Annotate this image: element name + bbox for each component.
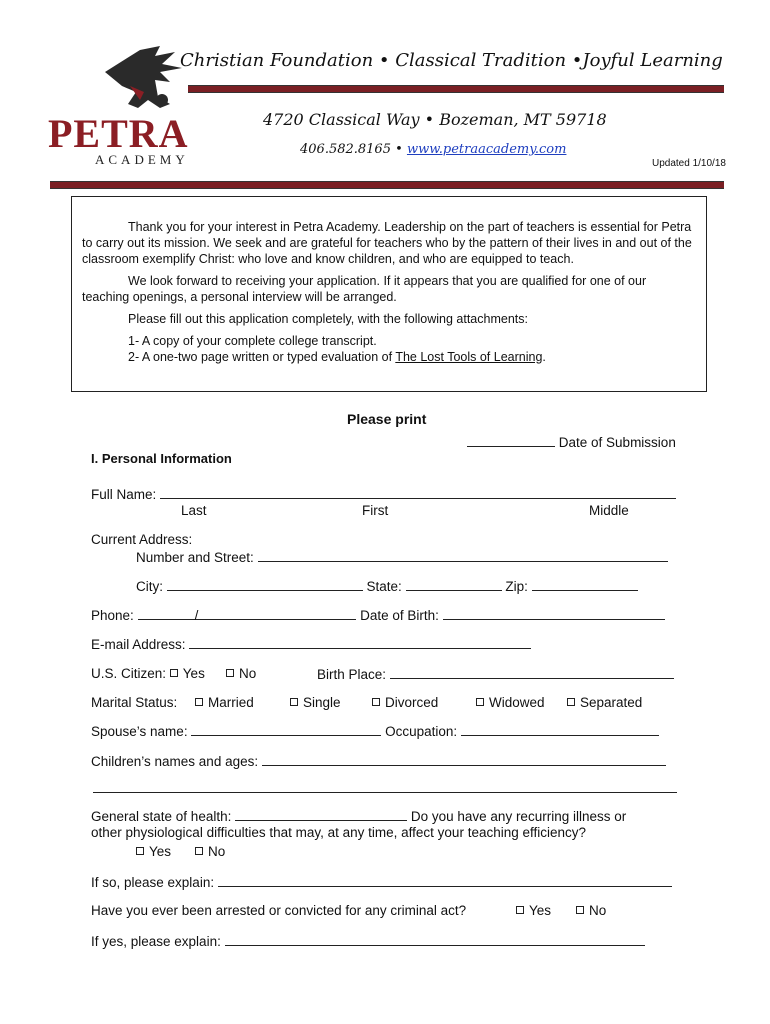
illness-yes-checkbox[interactable]: [136, 847, 144, 855]
date-submission-label: Date of Submission: [558, 435, 676, 450]
phone-slash: /: [194, 608, 199, 623]
health-field[interactable]: [235, 808, 407, 821]
phone-number-field[interactable]: [198, 607, 356, 620]
divorced-checkbox[interactable]: [372, 698, 380, 706]
if-so-field[interactable]: [218, 874, 672, 887]
full-name-row: [91, 486, 676, 502]
zip-field[interactable]: [532, 578, 638, 591]
us-citizen-label: U.S. Citizen:: [91, 666, 167, 681]
attachment-item-2-end: .: [542, 350, 546, 364]
divorced-label: Divorced: [385, 695, 439, 710]
birth-place-label: Birth Place:: [317, 667, 387, 682]
married-option: [195, 695, 254, 710]
if-so-row: [91, 874, 672, 890]
city-label: City:: [136, 579, 163, 594]
header-divider-top: [188, 85, 724, 93]
health-row: [91, 808, 626, 824]
if-so-label: If so, please explain:: [91, 875, 215, 890]
attachment-item-2-text: 2- A one-two page written or typed evaluation of: [128, 350, 396, 364]
illness-no-option: [195, 844, 225, 859]
intro-paragraph-2: We look forward to receiving your application. If it appears that you are qualified for one of our teaching openings, a personal interview will be arranged.: [82, 274, 647, 304]
arrested-no-checkbox[interactable]: [576, 906, 584, 914]
single-option: [290, 695, 341, 710]
children-field[interactable]: [262, 753, 666, 766]
illness-no-checkbox[interactable]: [195, 847, 203, 855]
section-personal-info: I. Personal Information: [91, 451, 232, 466]
separated-checkbox[interactable]: [567, 698, 575, 706]
illness-yes-option: [136, 844, 171, 859]
widowed-label: Widowed: [489, 695, 545, 710]
phone-label: Phone:: [91, 608, 134, 623]
state-label: State:: [366, 579, 402, 594]
contact-line: [300, 142, 566, 157]
if-yes-field[interactable]: [225, 933, 645, 946]
intro-box: [71, 196, 707, 392]
city-field[interactable]: [167, 578, 363, 591]
arrested-yes-option: [516, 903, 551, 918]
birth-place-row: [317, 666, 674, 682]
updated-date: Updated 1/10/18: [652, 158, 726, 169]
citizen-yes-checkbox[interactable]: [170, 669, 178, 677]
married-checkbox[interactable]: [195, 698, 203, 706]
single-label: Single: [303, 695, 341, 710]
health-label: General state of health:: [91, 809, 232, 824]
citizen-yes-label: Yes: [182, 666, 205, 681]
bullet: •: [395, 142, 403, 157]
current-address-label: Current Address:: [91, 532, 193, 547]
street-label: Number and Street:: [136, 550, 254, 565]
phone-row: [91, 607, 665, 623]
single-checkbox[interactable]: [290, 698, 298, 706]
attachment-item-2: [128, 349, 696, 365]
email-row: [91, 636, 531, 652]
intro-paragraph-3: Please fill out this application completely, with the following attachments:: [128, 312, 528, 326]
widowed-checkbox[interactable]: [476, 698, 484, 706]
spouse-name-field[interactable]: [191, 723, 381, 736]
children-row: [91, 753, 666, 769]
street-field[interactable]: [258, 549, 668, 562]
widowed-option: [476, 695, 545, 710]
dob-label: Date of Birth:: [360, 608, 439, 623]
state-field[interactable]: [406, 578, 502, 591]
school-phone: 406.582.8165: [300, 142, 391, 157]
full-name-field[interactable]: [160, 486, 676, 499]
logo-name: PETRA: [48, 111, 189, 156]
tagline: Christian Foundation • Classical Tradition •Joyful Learning: [180, 50, 723, 71]
date-submission-row: [467, 434, 676, 450]
children-field-line-2[interactable]: [93, 792, 677, 793]
occupation-field[interactable]: [461, 723, 659, 736]
date-submission-field[interactable]: [467, 434, 555, 447]
children-label: Children’s names and ages:: [91, 754, 259, 769]
arrested-no-option: [576, 903, 606, 918]
if-yes-row: [91, 933, 645, 949]
separated-label: Separated: [580, 695, 643, 710]
illness-yes-label: Yes: [149, 844, 172, 859]
health-question-2: other physiological difficulties that may, at any time, affect your teaching efficiency?: [91, 825, 587, 840]
arrested-yes-checkbox[interactable]: [516, 906, 524, 914]
occupation-label: Occupation:: [385, 724, 458, 739]
marital-status-label: Marital Status:: [91, 695, 178, 710]
citizen-no-option: [226, 666, 256, 681]
lost-tools-title: The Lost Tools of Learning: [395, 350, 543, 364]
citizen-row: [91, 666, 205, 681]
if-yes-label: If yes, please explain:: [91, 934, 221, 949]
header-divider-bottom: [50, 181, 724, 189]
intro-paragraph-1: Thank you for your interest in Petra Academy. Leadership on the part of teachers is essential for Petra to carry out its mission. We seek and are grateful for teachers who by the pattern of their lives in and out of the classroom exemplify Christ: who love and know children, and who are equipped to teach.: [82, 220, 692, 266]
logo-subtitle: ACADEMY: [95, 152, 189, 167]
spouse-row: [91, 723, 659, 739]
spouse-name-label: Spouse’s name:: [91, 724, 188, 739]
phone-area-field[interactable]: [138, 607, 198, 620]
citizen-no-label: No: [239, 666, 257, 681]
last-label: Last: [181, 503, 207, 518]
dob-field[interactable]: [443, 607, 665, 620]
arrested-yes-label: Yes: [529, 903, 552, 918]
middle-label: Middle: [589, 503, 629, 518]
divorced-option: [372, 695, 438, 710]
gryphon-icon: [100, 42, 190, 112]
full-name-label: Full Name:: [91, 487, 157, 502]
separated-option: [567, 695, 642, 710]
email-label: E-mail Address:: [91, 637, 186, 652]
attachment-item-1: 1- A copy of your complete college transcript.: [128, 334, 377, 348]
married-label: Married: [208, 695, 254, 710]
arrested-no-label: No: [589, 903, 607, 918]
birth-place-field[interactable]: [390, 666, 674, 679]
attachments-list: [82, 333, 696, 365]
arrested-question: Have you ever been arrested or convicted for any criminal act?: [91, 903, 467, 918]
health-question-1: Do you have any recurring illness or: [410, 809, 627, 824]
first-label: First: [362, 503, 389, 518]
please-print-label: Please print: [347, 411, 427, 427]
illness-no-label: No: [208, 844, 226, 859]
zip-label: Zip:: [505, 579, 528, 594]
website-link[interactable]: www.petraacademy.com: [406, 142, 567, 157]
street-row: [136, 549, 668, 565]
citizen-no-checkbox[interactable]: [226, 669, 234, 677]
school-address: 4720 Classical Way • Bozeman, MT 59718: [263, 110, 607, 129]
email-field[interactable]: [189, 636, 531, 649]
city-row: [136, 578, 638, 594]
